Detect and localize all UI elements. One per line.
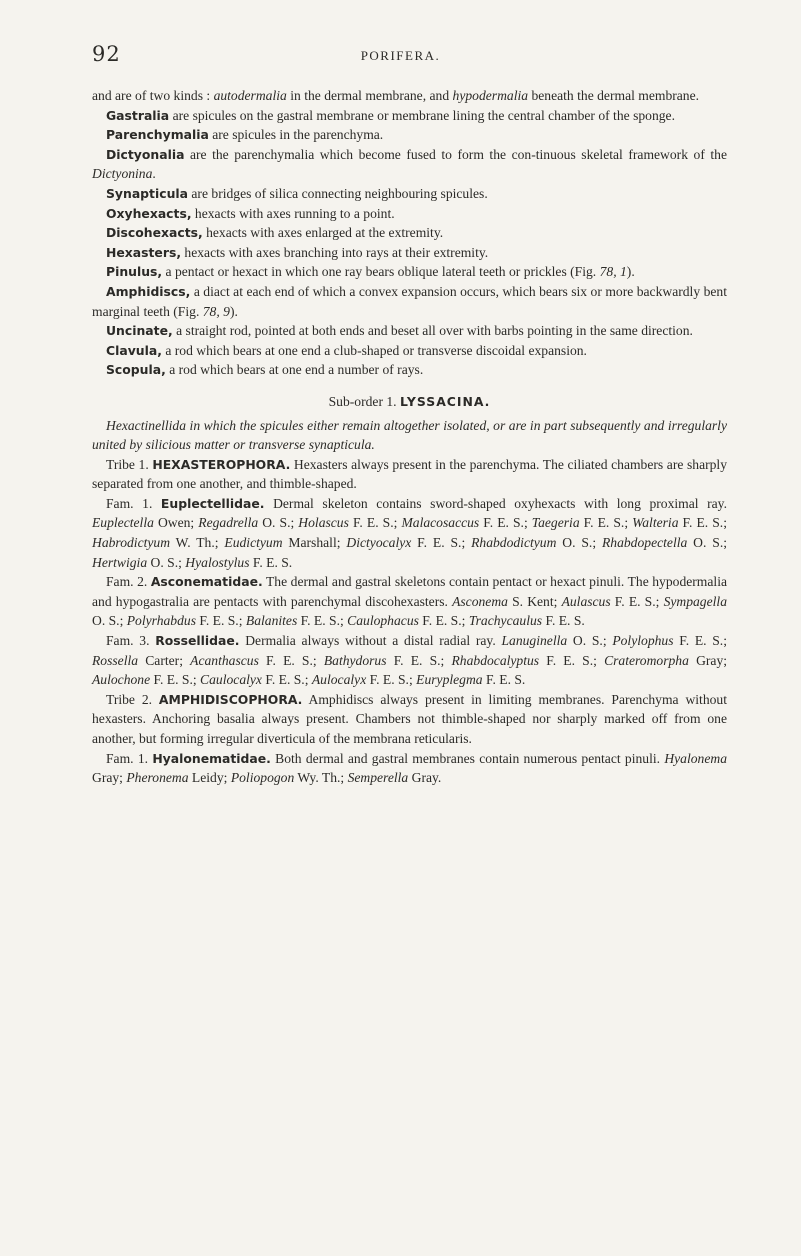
def-pinulus: Pinulus, a pentact or hexact in which one ray bears oblique lateral teeth or prickles (Fig. 78, 1). xyxy=(106,264,635,280)
family-rossellidae: Fam. 3. Rossellidae. Dermalia always without a distal radial ray. Lanuginella O. S.; Polylophus F. E. S.; Rossella Carter; Acanthascus F. E. S.; Bathydorus F. E. S.; Rhabdocalyptus F. E. S.; Crateromorpha Gray; Aulochone F. E. S.; Caulocalyx F. E. S.; Aulocalyx F. E. S.; Euryplegma F. E. S. xyxy=(92,633,728,688)
tribe-1: Tribe 1. HEXASTEROPHORA. Hexasters always present in the parenchyma. The ciliated chambers are sharply separated from one another, and thimble-shaped. xyxy=(92,456,728,492)
def-uncinate: Uncinate, a straight rod, pointed at both ends and beset all over with barbs pointing in the same direction. xyxy=(106,323,693,339)
suborder-description: Hexactinellida in which the spicules either remain altogether isolated, or are in part subsequently and irregularly united by silicious matter or transverse synapticula. xyxy=(92,417,727,453)
suborder-heading: Sub-order 1. LYSSACINA. xyxy=(328,393,491,409)
def-parenchymalia: Parenchymalia are spicules in the parenchyma. xyxy=(106,127,384,143)
family-asconematidae: Fam. 2. Asconematidae. The dermal and gastral skeletons contain pentact or hexact pinuli. The hypodermalia and hypogastralia are pentacts with parenchymal discohexasters. Asconema S. Kent; Aulascus F. E. S.; Sympagella O. S.; Polyrhabdus F. E. S.; Balanites F. E. S.; Caulophacus F. E. S.; Trachycaulus F. E. S. xyxy=(92,574,728,629)
family-euplectellidae: Fam. 1. Euplectellidae. Dermal skeleton contains sword-shaped oxyhexacts with long proximal ray. Euplectella Owen; Regadrella O. S.; Holascus F. E. S.; Malacosaccus F. E. S.; Taegeria F. E. S.; Walteria F. E. S.; Habrodictyum W. Th.; Eudictyum Marshall; Dictyocalyx F. E. S.; Rhabdodictyum O. S.; Rhabdopectella O. S.; Hertwigia O. S.; Hyalostylus F. E. S. xyxy=(92,495,727,570)
family-hyalonematidae: Fam. 1. Hyalonematidae. Both dermal and gastral membranes contain numerous pentact pinuli. Hyalonema Gray; Pheronema Leidy; Poliopogon Wy. Th.; Semperella Gray. xyxy=(92,750,727,786)
page-number: 92 xyxy=(92,42,121,66)
def-synapticula: Synapticula are bridges of silica connecting neighbouring spicules. xyxy=(106,185,488,201)
intro-paragraph: and are of two kinds : autodermalia in the dermal membrane, and hypodermalia beneath the dermal membrane. xyxy=(92,88,700,103)
def-amphidiscs: Amphidiscs, a diact at each end of which a convex expansion occurs, which bears six or more backwardly bent marginal teeth (Fig. 78, 9). xyxy=(92,283,727,319)
def-oxyhexacts: Oxyhexacts, hexacts with axes running to a point. xyxy=(106,205,395,221)
def-discohexacts: Discohexacts, hexacts with axes enlarged at the extremity. xyxy=(106,225,444,241)
genera-list: Asconema S. Kent; Aulascus F. E. S.; Sympagella O. S.; Polyrhabdus F. E. S.; Balanites F. E. S.; Caulophacus F. E. S.; Trachycaulus F. E. S. xyxy=(92,593,727,629)
genera-list: Lanuginella O. S.; Polylophus F. E. S.; Rossella Carter; Acanthascus F. E. S.; Bathydorus F. E. S.; Rhabdocalyptus F. E. S.; Crateromorpha Gray; Aulochone F. E. S.; Caulocalyx F. E. S.; Aulocalyx F. E. S.; Euryplegma F. E. S. xyxy=(92,633,728,688)
def-clavula: Clavula, a rod which bears at one end a club-shaped or transverse discoidal expansion. xyxy=(106,342,587,358)
def-gastralia: Gastralia are spicules on the gastral membrane or membrane lining the central chamber of the sponge. xyxy=(106,107,675,123)
def-scopula: Scopula, a rod which bears at one end a number of rays. xyxy=(106,362,424,378)
tribe-2: Tribe 2. AMPHIDISCOPHORA. Amphidiscs always present in limiting membranes. Parenchyma without hexasters. Anchoring basalia always present. Chambers not thimble-shaped nor sharply marked off from one another, but forming irregular diverticula of the membrana reticularis. xyxy=(92,691,727,746)
genera-list: Hyalonema Gray; Pheronema Leidy; Poliopogon Wy. Th.; Semperella Gray. xyxy=(92,750,727,786)
genera-list: Euplectella Owen; Regadrella O. S.; Holascus F. E. S.; Malacosaccus F. E. S.; Taegeria F. E. S.; Walteria F. E. S.; Habrodictyum W. Th.; Eudictyum Marshall; Dictyocalyx F. E. S.; Rhabdodictyum O. S.; Rhabdopectella O. S.; Hertwigia O. S.; Hyalostylus F. E. S. xyxy=(92,515,727,570)
def-dictyonalia: Dictyonalia are the parenchymalia which become fused to form the con-tinuous skeletal framework of the Dictyonina. xyxy=(92,146,727,182)
def-hexasters: Hexasters, hexacts with axes branching into rays at their extremity. xyxy=(106,244,489,260)
body-text xyxy=(92,86,727,788)
running-title: PORIFERA. xyxy=(360,48,441,63)
